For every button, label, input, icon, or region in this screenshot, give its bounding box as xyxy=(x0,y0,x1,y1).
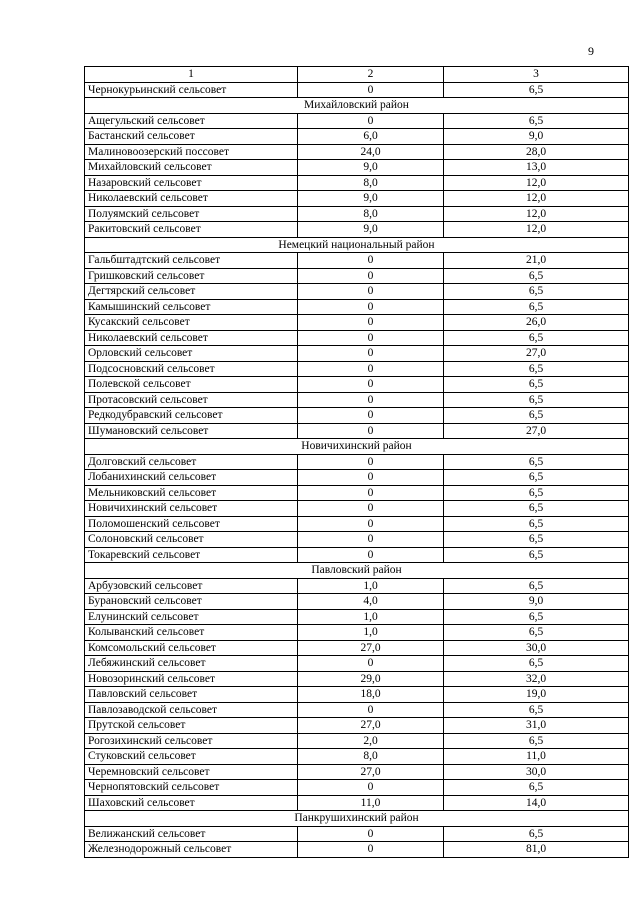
table-row xyxy=(85,547,629,563)
value-col-3: 6,5 xyxy=(444,377,629,393)
value-col-3: 12,0 xyxy=(444,191,629,207)
table-row xyxy=(85,671,629,687)
settlement-name: Чернокурьинский сельсовет xyxy=(85,82,298,98)
settlement-name: Комсомольский сельсовет xyxy=(85,640,298,656)
settlement-name: Шумановский сельсовет xyxy=(85,423,298,439)
settlement-name: Чернопятовский сельсовет xyxy=(85,780,298,796)
value-col-3: 27,0 xyxy=(444,346,629,362)
settlement-name: Лебяжинский сельсовет xyxy=(85,656,298,672)
settlement-name: Прутской сельсовет xyxy=(85,718,298,734)
settlement-name: Назаровский сельсовет xyxy=(85,175,298,191)
table-row xyxy=(85,129,629,145)
table-row xyxy=(85,361,629,377)
settlement-name: Солоновский сельсовет xyxy=(85,532,298,548)
district-name: Павловский район xyxy=(85,563,629,579)
settlement-name: Михайловский сельсовет xyxy=(85,160,298,176)
value-col-3: 6,5 xyxy=(444,609,629,625)
value-col-3: 6,5 xyxy=(444,284,629,300)
value-col-2: 0 xyxy=(298,253,444,269)
settlement-name: Малиновоозерский поссовет xyxy=(85,144,298,160)
settlement-name: Поломошенский сельсовет xyxy=(85,516,298,532)
value-col-2: 18,0 xyxy=(298,687,444,703)
table-row xyxy=(85,408,629,424)
value-col-3: 6,5 xyxy=(444,516,629,532)
settlement-name: Токаревский сельсовет xyxy=(85,547,298,563)
district-header-row xyxy=(85,439,629,455)
value-col-3: 6,5 xyxy=(444,470,629,486)
value-col-3: 6,5 xyxy=(444,485,629,501)
settlement-name: Редкодубравский сельсовет xyxy=(85,408,298,424)
settlement-name: Камышинский сельсовет xyxy=(85,299,298,315)
settlement-name: Новичихинский сельсовет xyxy=(85,501,298,517)
column-header: 3 xyxy=(444,67,629,83)
settlement-name: Гальбштадтский сельсовет xyxy=(85,253,298,269)
table-row xyxy=(85,656,629,672)
value-col-3: 30,0 xyxy=(444,764,629,780)
value-col-2: 1,0 xyxy=(298,625,444,641)
value-col-3: 26,0 xyxy=(444,315,629,331)
value-col-2: 0 xyxy=(298,82,444,98)
table-row xyxy=(85,268,629,284)
value-col-3: 6,5 xyxy=(444,625,629,641)
table-row xyxy=(85,253,629,269)
value-col-3: 14,0 xyxy=(444,795,629,811)
district-name: Немецкий национальный район xyxy=(85,237,629,253)
value-col-3: 30,0 xyxy=(444,640,629,656)
value-col-2: 0 xyxy=(298,656,444,672)
value-col-2: 8,0 xyxy=(298,175,444,191)
value-col-3: 6,5 xyxy=(444,408,629,424)
district-header-row xyxy=(85,237,629,253)
table-row xyxy=(85,206,629,222)
value-col-3: 6,5 xyxy=(444,82,629,98)
value-col-2: 0 xyxy=(298,485,444,501)
value-col-3: 9,0 xyxy=(444,594,629,610)
value-col-3: 6,5 xyxy=(444,454,629,470)
value-col-3: 11,0 xyxy=(444,749,629,765)
table-row xyxy=(85,175,629,191)
value-col-2: 8,0 xyxy=(298,206,444,222)
settlement-name: Павлозаводской сельсовет xyxy=(85,702,298,718)
value-col-3: 21,0 xyxy=(444,253,629,269)
table-row xyxy=(85,392,629,408)
value-col-2: 29,0 xyxy=(298,671,444,687)
table-row xyxy=(85,764,629,780)
settlement-name: Елунинский сельсовет xyxy=(85,609,298,625)
table-row xyxy=(85,113,629,129)
settlement-name: Протасовский сельсовет xyxy=(85,392,298,408)
value-col-2: 0 xyxy=(298,113,444,129)
value-col-2: 0 xyxy=(298,377,444,393)
value-col-3: 28,0 xyxy=(444,144,629,160)
value-col-2: 6,0 xyxy=(298,129,444,145)
table-row xyxy=(85,501,629,517)
table-row xyxy=(85,594,629,610)
table-row xyxy=(85,191,629,207)
table-row xyxy=(85,702,629,718)
column-header: 2 xyxy=(298,67,444,83)
value-col-3: 6,5 xyxy=(444,656,629,672)
value-col-2: 2,0 xyxy=(298,733,444,749)
district-header-row xyxy=(85,98,629,114)
table-row xyxy=(85,144,629,160)
value-col-2: 0 xyxy=(298,361,444,377)
value-col-2: 0 xyxy=(298,702,444,718)
settlement-name: Ащегульский сельсовет xyxy=(85,113,298,129)
value-col-2: 27,0 xyxy=(298,640,444,656)
value-col-3: 6,5 xyxy=(444,578,629,594)
settlement-name: Новозоринский сельсовет xyxy=(85,671,298,687)
settlement-name: Мельниковский сельсовет xyxy=(85,485,298,501)
value-col-3: 6,5 xyxy=(444,299,629,315)
settlement-name: Николаевский сельсовет xyxy=(85,330,298,346)
table-header-row xyxy=(85,67,629,83)
settlement-name: Стуковский сельсовет xyxy=(85,749,298,765)
value-col-2: 0 xyxy=(298,346,444,362)
table-row xyxy=(85,485,629,501)
value-col-3: 6,5 xyxy=(444,780,629,796)
table-row xyxy=(85,609,629,625)
value-col-3: 12,0 xyxy=(444,222,629,238)
settlement-name: Бастанский сельсовет xyxy=(85,129,298,145)
value-col-3: 6,5 xyxy=(444,501,629,517)
settlement-name: Ракитовский сельсовет xyxy=(85,222,298,238)
settlement-name: Шаховский сельсовет xyxy=(85,795,298,811)
table-row xyxy=(85,330,629,346)
value-col-2: 27,0 xyxy=(298,718,444,734)
value-col-2: 0 xyxy=(298,268,444,284)
table-row xyxy=(85,733,629,749)
value-col-3: 32,0 xyxy=(444,671,629,687)
table-row xyxy=(85,687,629,703)
settlement-name: Колыванский сельсовет xyxy=(85,625,298,641)
table-row xyxy=(85,780,629,796)
district-header-row xyxy=(85,811,629,827)
table-row xyxy=(85,826,629,842)
value-col-2: 8,0 xyxy=(298,749,444,765)
value-col-3: 6,5 xyxy=(444,547,629,563)
table-row xyxy=(85,315,629,331)
value-col-3: 31,0 xyxy=(444,718,629,734)
settlement-name: Орловский сельсовет xyxy=(85,346,298,362)
value-col-2: 24,0 xyxy=(298,144,444,160)
page-number: 9 xyxy=(588,44,594,58)
table-row xyxy=(85,718,629,734)
settlement-name: Лобанихинский сельсовет xyxy=(85,470,298,486)
table-row xyxy=(85,222,629,238)
table-row xyxy=(85,795,629,811)
settlement-name: Рогозихинский сельсовет xyxy=(85,733,298,749)
table-row xyxy=(85,578,629,594)
value-col-2: 1,0 xyxy=(298,609,444,625)
value-col-2: 1,0 xyxy=(298,578,444,594)
settlement-name: Дегтярский сельсовет xyxy=(85,284,298,300)
settlement-name: Черемновский сельсовет xyxy=(85,764,298,780)
value-col-2: 27,0 xyxy=(298,764,444,780)
district-name: Панкрушихинский район xyxy=(85,811,629,827)
settlement-name: Бурановский сельсовет xyxy=(85,594,298,610)
value-col-3: 6,5 xyxy=(444,826,629,842)
table-row xyxy=(85,532,629,548)
value-col-2: 0 xyxy=(298,547,444,563)
value-col-3: 12,0 xyxy=(444,206,629,222)
table-row xyxy=(85,299,629,315)
settlement-name: Полевской сельсовет xyxy=(85,377,298,393)
value-col-3: 6,5 xyxy=(444,268,629,284)
value-col-2: 0 xyxy=(298,826,444,842)
settlement-name: Велижанский сельсовет xyxy=(85,826,298,842)
value-col-3: 6,5 xyxy=(444,733,629,749)
table-row xyxy=(85,470,629,486)
value-col-2: 0 xyxy=(298,470,444,486)
value-col-2: 4,0 xyxy=(298,594,444,610)
column-header: 1 xyxy=(85,67,298,83)
table-row xyxy=(85,625,629,641)
table-row xyxy=(85,842,629,858)
settlement-name: Долговский сельсовет xyxy=(85,454,298,470)
district-header-row xyxy=(85,563,629,579)
value-col-3: 6,5 xyxy=(444,702,629,718)
table-row xyxy=(85,160,629,176)
value-col-3: 6,5 xyxy=(444,113,629,129)
value-col-2: 0 xyxy=(298,842,444,858)
table-row xyxy=(85,516,629,532)
value-col-2: 0 xyxy=(298,392,444,408)
value-col-2: 0 xyxy=(298,516,444,532)
value-col-3: 81,0 xyxy=(444,842,629,858)
value-col-3: 6,5 xyxy=(444,532,629,548)
table-row xyxy=(85,377,629,393)
value-col-2: 9,0 xyxy=(298,191,444,207)
district-name: Новичихинский район xyxy=(85,439,629,455)
value-col-2: 0 xyxy=(298,330,444,346)
table-row xyxy=(85,423,629,439)
value-col-2: 0 xyxy=(298,299,444,315)
value-col-2: 0 xyxy=(298,532,444,548)
settlement-name: Полуямский сельсовет xyxy=(85,206,298,222)
table-row xyxy=(85,749,629,765)
data-table xyxy=(84,66,629,858)
value-col-2: 0 xyxy=(298,408,444,424)
value-col-2: 11,0 xyxy=(298,795,444,811)
settlement-name: Арбузовский сельсовет xyxy=(85,578,298,594)
value-col-2: 0 xyxy=(298,284,444,300)
value-col-3: 12,0 xyxy=(444,175,629,191)
value-col-2: 0 xyxy=(298,501,444,517)
value-col-2: 0 xyxy=(298,315,444,331)
value-col-2: 9,0 xyxy=(298,222,444,238)
value-col-2: 9,0 xyxy=(298,160,444,176)
table-row xyxy=(85,284,629,300)
value-col-3: 27,0 xyxy=(444,423,629,439)
settlement-name: Кусакский сельсовет xyxy=(85,315,298,331)
value-col-3: 6,5 xyxy=(444,392,629,408)
table-row xyxy=(85,640,629,656)
value-col-3: 6,5 xyxy=(444,361,629,377)
settlement-name: Подсосновский сельсовет xyxy=(85,361,298,377)
district-name: Михайловский район xyxy=(85,98,629,114)
value-col-2: 0 xyxy=(298,454,444,470)
value-col-3: 13,0 xyxy=(444,160,629,176)
settlement-name: Железнодорожный сельсовет xyxy=(85,842,298,858)
table-row xyxy=(85,82,629,98)
value-col-2: 0 xyxy=(298,423,444,439)
settlement-name: Николаевский сельсовет xyxy=(85,191,298,207)
settlement-name: Гришковский сельсовет xyxy=(85,268,298,284)
value-col-3: 19,0 xyxy=(444,687,629,703)
settlement-name: Павловский сельсовет xyxy=(85,687,298,703)
table-row xyxy=(85,346,629,362)
value-col-2: 0 xyxy=(298,780,444,796)
table-row xyxy=(85,454,629,470)
value-col-3: 9,0 xyxy=(444,129,629,145)
value-col-3: 6,5 xyxy=(444,330,629,346)
